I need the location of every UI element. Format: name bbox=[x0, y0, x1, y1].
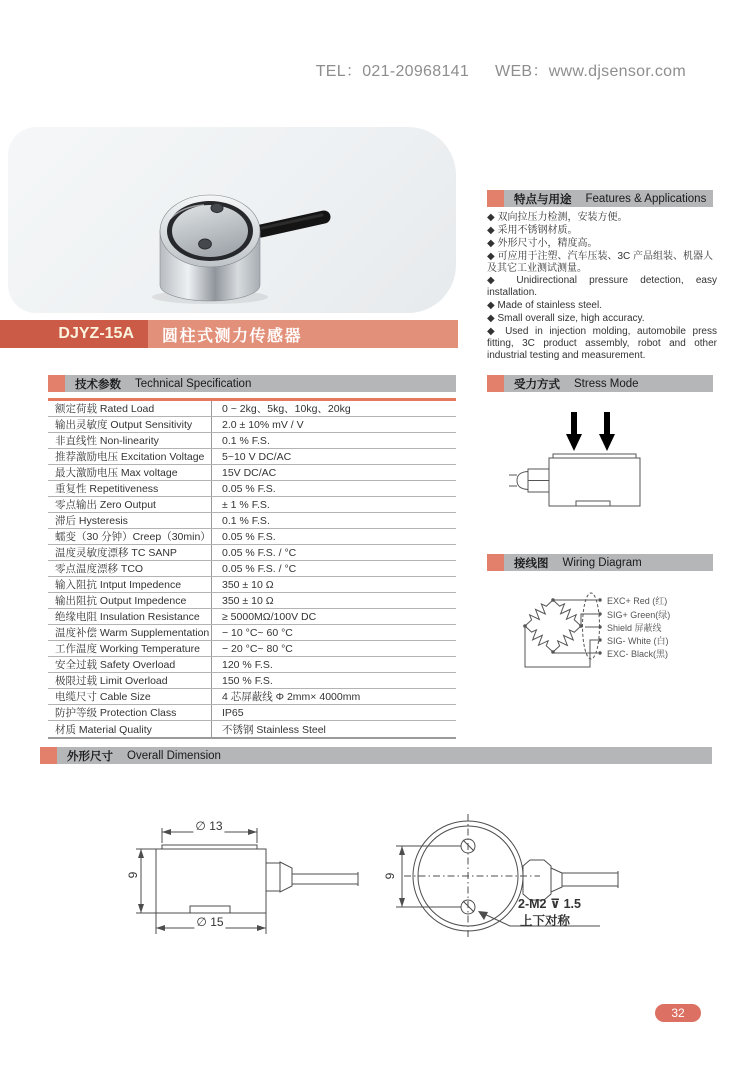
section-header-wiring bbox=[487, 554, 713, 571]
section-title-zh: 接线图 bbox=[514, 557, 549, 570]
spec-label: 工作温度 Working Temperature bbox=[48, 641, 212, 656]
feature-bullet-en: ◆ Made of stainless steel. bbox=[487, 300, 602, 311]
header-contact bbox=[316, 58, 686, 81]
sensor-cable bbox=[261, 217, 324, 231]
section-accent-square bbox=[487, 554, 504, 571]
spec-row bbox=[48, 657, 456, 673]
feature-bullets-en bbox=[487, 275, 717, 363]
section-accent-square bbox=[48, 375, 65, 392]
section-title-en: Technical Specification bbox=[135, 377, 252, 390]
spec-value: 4 芯屏蔽线 Φ 2mm× 4000mm bbox=[222, 691, 361, 703]
section-title-zh: 受力方式 bbox=[514, 378, 560, 391]
spec-value: 350 ± 10 Ω bbox=[222, 594, 274, 607]
spec-value: 0.05 % F.S. / °C bbox=[222, 562, 297, 575]
section-title-zh: 特点与用途 bbox=[514, 193, 572, 206]
spec-value: − 10 °C~ 60 °C bbox=[222, 626, 293, 639]
spec-value: 0.05 % F.S. bbox=[222, 530, 276, 543]
spec-label: 输出阻抗 Output Impedence bbox=[48, 593, 212, 608]
section-accent-square bbox=[40, 747, 57, 764]
spec-row bbox=[48, 433, 456, 449]
section-header-specs bbox=[48, 375, 456, 392]
spec-label: 零点温度漂移 TCO bbox=[48, 561, 212, 576]
web-label: WEB： bbox=[495, 63, 549, 80]
spec-row bbox=[48, 577, 456, 593]
spec-row bbox=[48, 609, 456, 625]
feature-bullet-en: ◆ Used in injection molding, automobile press fitting, 3C product assembly, robot and other industrial testing and measurement. bbox=[487, 326, 717, 361]
spec-label: 额定荷载 Rated Load bbox=[48, 401, 212, 416]
spec-label: 材质 Material Quality bbox=[48, 721, 212, 737]
spec-value: ≥ 5000MΩ/100V DC bbox=[222, 610, 317, 623]
feature-bullet-en: ◆ Small overall size, high accuracy. bbox=[487, 313, 645, 324]
spec-label: 安全过载 Safety Overload bbox=[48, 657, 212, 672]
section-title-zh: 技术参数 bbox=[75, 378, 121, 391]
spec-value: 5~10 V DC/AC bbox=[222, 450, 292, 463]
feature-bullet-en: ◆ Unidirectional pressure detection, easy installation. bbox=[487, 275, 717, 298]
wire-terminal-label: SIG- White (白) bbox=[607, 636, 669, 646]
spec-row bbox=[48, 513, 456, 529]
section-title-zh: 外形尺寸 bbox=[67, 750, 113, 763]
side-view bbox=[136, 828, 358, 934]
spec-row bbox=[48, 449, 456, 465]
spec-label: 滞后 Hysteresis bbox=[48, 513, 212, 528]
feature-bullet-zh: ◆ 双向拉压力检测，安装方便。 bbox=[487, 212, 628, 223]
sensor-hole-top bbox=[211, 203, 223, 212]
force-arrow bbox=[566, 412, 582, 451]
spec-value: 0.05 % F.S. bbox=[222, 482, 276, 495]
spec-row bbox=[48, 545, 456, 561]
spec-row bbox=[48, 705, 456, 721]
spec-value: 0.1 % F.S. bbox=[222, 514, 270, 527]
spec-row bbox=[48, 481, 456, 497]
wire-terminal-label: SIG+ Green(绿) bbox=[607, 610, 671, 620]
thread-note-label: 2-M2 ⊽ 1.5 bbox=[518, 897, 581, 911]
feature-bullet-zh: ◆ 外形尺寸小，精度高。 bbox=[487, 238, 598, 249]
spec-label: 输入阻抗 Intput Impedence bbox=[48, 577, 212, 592]
dim-height9-side-label: 9 bbox=[126, 871, 140, 879]
dimension-drawing bbox=[40, 788, 712, 988]
spec-row bbox=[48, 401, 456, 417]
section-header-dimension bbox=[40, 747, 712, 764]
spec-row bbox=[48, 417, 456, 433]
spec-row bbox=[48, 689, 456, 705]
spec-row bbox=[48, 497, 456, 513]
spec-row bbox=[48, 465, 456, 481]
spec-value: 350 ± 10 Ω bbox=[222, 578, 274, 591]
section-title-en: Features & Applications bbox=[585, 192, 707, 205]
dim-dia13-label: ∅ 13 bbox=[195, 819, 223, 833]
spec-value: IP65 bbox=[222, 706, 244, 719]
top-view bbox=[396, 814, 618, 940]
feature-bullet-zh: ◆ 可应用于注塑、汽车压装、3C 产品组装、机器人及其它工业测试测量。 bbox=[487, 251, 714, 274]
spec-value: − 20 °C~ 80 °C bbox=[222, 642, 293, 655]
sensor-top-face bbox=[172, 205, 248, 257]
section-header-stress bbox=[487, 375, 713, 392]
product-photo-card bbox=[8, 127, 456, 313]
spec-value: 150 % F.S. bbox=[222, 674, 273, 687]
section-title-en: Stress Mode bbox=[574, 377, 639, 390]
spec-label: 温度补偿 Warm Supplementation bbox=[48, 625, 212, 640]
spec-label: 极限过载 Limit Overload bbox=[48, 673, 212, 688]
page-number-badge: 32 bbox=[655, 1004, 701, 1022]
spec-row bbox=[48, 641, 456, 657]
spec-value: 0 ~ 2kg、5kg、10kg、20kg bbox=[222, 403, 351, 415]
dim-height9-top-label: 9 bbox=[383, 872, 397, 880]
wiring-labels bbox=[487, 575, 713, 690]
spec-label: 防护等级 Protection Class bbox=[48, 705, 212, 720]
spec-label: 推荐激励电压 Excitation Voltage bbox=[48, 449, 212, 464]
product-photo bbox=[8, 127, 456, 313]
force-arrow bbox=[599, 412, 615, 451]
title-bar bbox=[0, 320, 458, 348]
spec-label: 重复性 Repetitiveness bbox=[48, 481, 212, 496]
section-title-en: Wiring Diagram bbox=[562, 556, 642, 569]
section-header-features bbox=[487, 190, 713, 207]
spec-value: ± 1 % F.S. bbox=[222, 498, 270, 511]
feature-bullets-zh bbox=[487, 212, 717, 276]
spec-value: 15V DC/AC bbox=[222, 466, 277, 479]
section-accent-square bbox=[487, 375, 504, 392]
spec-value: 0.1 % F.S. bbox=[222, 434, 270, 447]
spec-row bbox=[48, 625, 456, 641]
section-title-en: Overall Dimension bbox=[127, 749, 221, 762]
spec-label: 非直线性 Non-linearity bbox=[48, 433, 212, 448]
spec-value: 不锈钢 Stainless Steel bbox=[222, 723, 326, 736]
symmetry-note-label: 上下对称 bbox=[520, 914, 571, 928]
product-name: 圆柱式测力传感器 bbox=[148, 320, 458, 348]
spec-label: 最大激励电压 Max voltage bbox=[48, 465, 212, 480]
spec-label: 温度灵敏度漂移 TC SANP bbox=[48, 545, 212, 560]
spec-label: 输出灵敏度 Output Sensitivity bbox=[48, 417, 212, 432]
product-model: DJYZ-15A bbox=[0, 320, 148, 348]
spec-row bbox=[48, 673, 456, 689]
spec-table bbox=[48, 398, 456, 739]
wire-terminal-label: EXC- Black(黑) bbox=[607, 649, 669, 659]
feature-bullet-zh: ◆ 采用不锈钢材质。 bbox=[487, 225, 578, 236]
spec-row bbox=[48, 561, 456, 577]
sensor-hole-bottom bbox=[199, 239, 212, 249]
spec-label: 绝缘电阻 Insulation Resistance bbox=[48, 609, 212, 624]
spec-row bbox=[48, 721, 456, 737]
spec-label: 蠕变（30 分钟）Creep（30min） bbox=[48, 529, 212, 544]
spec-row bbox=[48, 529, 456, 545]
spec-value: 2.0 ± 10% mV / V bbox=[222, 418, 304, 431]
spec-row bbox=[48, 593, 456, 609]
wire-terminal-label: Shield 屏蔽线 bbox=[607, 623, 662, 633]
web-value: www.djsensor.com bbox=[548, 63, 686, 80]
tel-value: 021-20968141 bbox=[362, 63, 470, 80]
wire-terminal-label: EXC+ Red (红) bbox=[607, 596, 668, 606]
tel-label: TEL： bbox=[315, 63, 363, 80]
stress-mode-diagram bbox=[487, 398, 717, 548]
spec-label: 电缆尺寸 Cable Size bbox=[48, 689, 212, 704]
dim-dia15-label: ∅ 15 bbox=[196, 915, 224, 929]
spec-label: 零点输出 Zero Output bbox=[48, 497, 212, 512]
spec-value: 0.05 % F.S. / °C bbox=[222, 546, 297, 559]
section-accent-square bbox=[487, 190, 504, 207]
spec-value: 120 % F.S. bbox=[222, 658, 273, 671]
